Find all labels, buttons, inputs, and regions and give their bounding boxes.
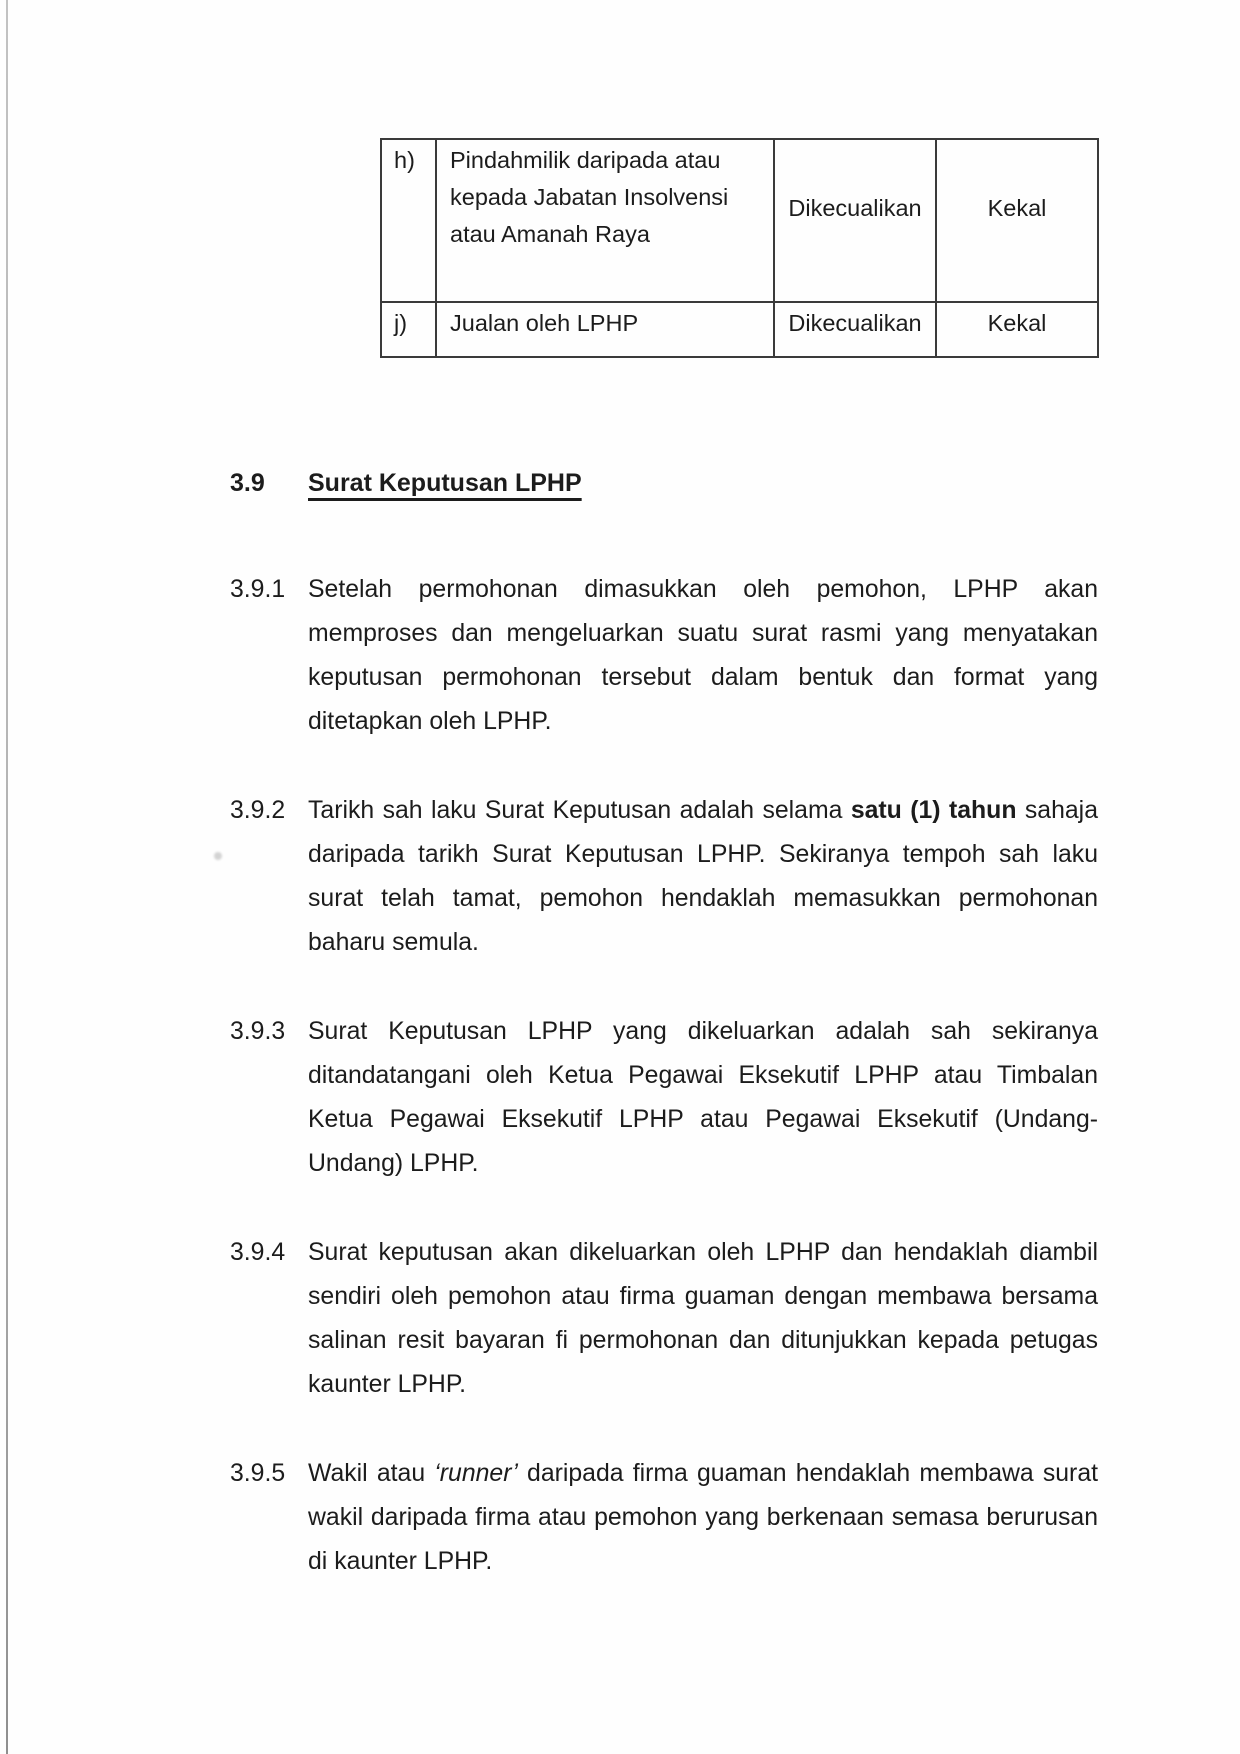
cell-item: h) [381,139,436,302]
text-segment-bold: satu (1) tahun [850,797,1017,824]
cell-description: Pindahmilik daripada atau kepada Jabatan Insolvensi atau Amanah Raya [436,139,774,302]
text-segment-normal: Surat Keputusan LPHP yang dikeluarkan adalah sah sekiranya ditandatangani oleh Ketua Pegawai Eksekutif LPHP atau Timbalan Ketua Pegawai Eksekutif LPHP atau Pegawai Eksekutif (Undang-Undang) LPHP. [308,1018,1098,1177]
text-segment-italic: ‘runner’ [434,1460,518,1487]
exemption-table [380,138,1099,358]
cell-status: Dikecualikan [774,302,936,357]
paragraph [230,568,1130,744]
cell-status: Dikecualikan [774,139,936,302]
section-content [230,461,1130,1629]
paragraph-text [308,1010,1098,1186]
paragraph-number: 3.9.5 [230,1460,286,1487]
paragraph-list [230,568,1130,1584]
table-row [381,139,1098,302]
text-segment-normal: Setelah permohonan dimasukkan oleh pemohon, LPHP akan memproses dan mengeluarkan suatu surat rasmi yang menyatakan keputusan permohonan tersebut dalam bentuk dan format yang ditetapkan oleh LPHP. [308,576,1098,735]
paragraph-text [308,1452,1098,1584]
paragraph-text [308,789,1098,965]
scan-edge-artifact [6,0,8,1754]
cell-item: j) [381,302,436,357]
paragraph-text [308,568,1098,744]
scan-dot-artifact [214,852,222,860]
table-row [381,302,1098,357]
paragraph [230,789,1130,965]
section-number: 3.9 [230,469,265,497]
paragraph-number: 3.9.2 [230,797,286,824]
section-heading [230,461,1130,505]
text-segment-normal: daripada firma guaman hendaklah membawa surat wakil daripada firma atau pemohon yang berkenaan semasa berurusan di kaunter LPHP. [308,1460,1098,1575]
paragraph-number: 3.9.1 [230,576,286,603]
paragraph-number: 3.9.4 [230,1239,286,1266]
section-title: Surat Keputusan LPHP [308,469,582,497]
text-segment-normal: Surat keputusan akan dikeluarkan oleh LPHP dan hendaklah diambil sendiri oleh pemohon atau firma guaman dengan membawa bersama salinan resit bayaran fi permohonan dan ditunjukkan kepada petugas kaunter LPHP. [308,1239,1098,1398]
paragraph [230,1010,1130,1186]
cell-remark: Kekal [936,139,1098,302]
text-segment-normal: Wakil atau [308,1460,435,1487]
paragraph-number: 3.9.3 [230,1018,286,1045]
paragraph-text [308,1231,1098,1407]
text-segment-normal: sahaja daripada tarikh Surat Keputusan LPHP. Sekiranya tempoh sah laku surat telah tamat, pemohon hendaklah memasukkan permohonan baharu semula. [308,797,1098,956]
paragraph [230,1452,1130,1584]
text-segment-normal: Tarikh sah laku Surat Keputusan adalah selama [308,797,851,824]
exemption-table-body [381,139,1098,357]
cell-description: Jualan oleh LPHP [436,302,774,357]
cell-remark: Kekal [936,302,1098,357]
paragraph [230,1231,1130,1407]
